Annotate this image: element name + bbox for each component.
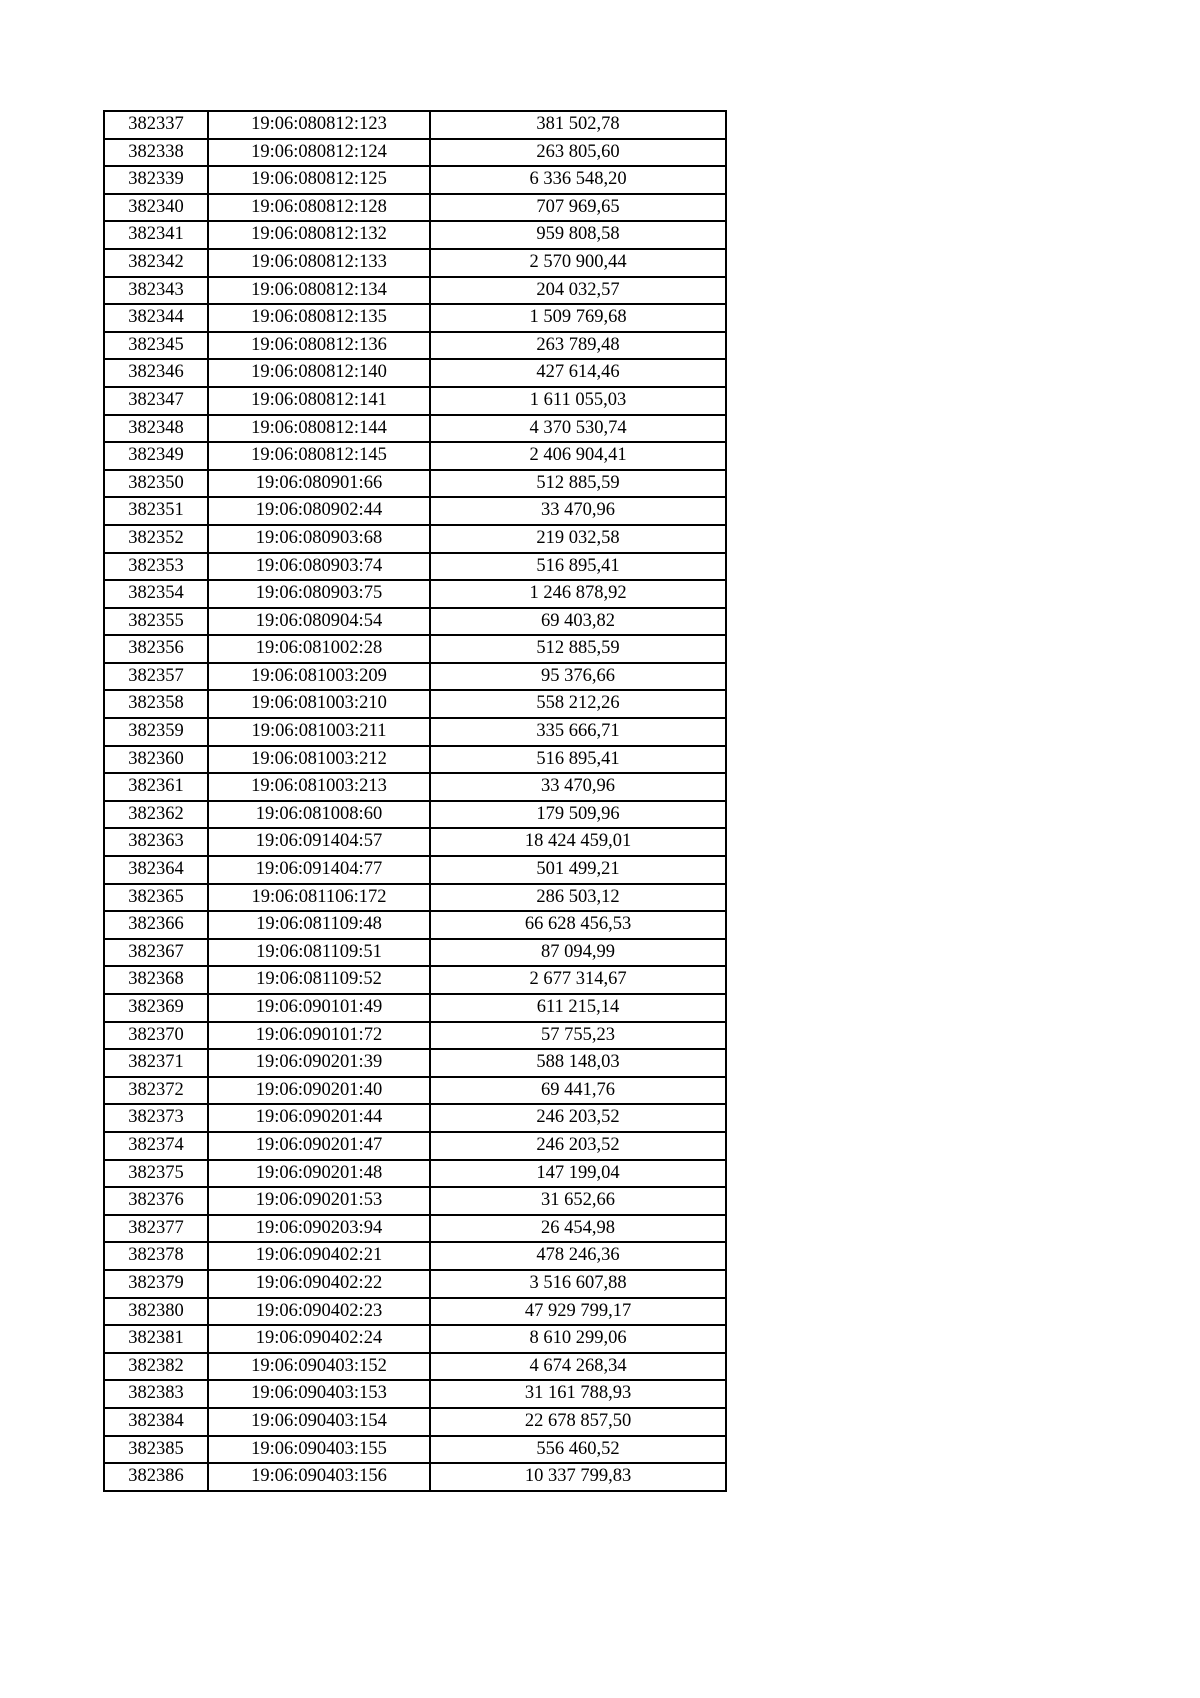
cadastral-number-cell: 19:06:090403:155 <box>208 1436 430 1464</box>
cadastral-number-cell: 19:06:080812:134 <box>208 277 430 305</box>
value-cell: 33 470,96 <box>430 497 726 525</box>
cadastral-number-cell: 19:06:081003:211 <box>208 718 430 746</box>
row-number-cell: 382363 <box>104 828 208 856</box>
table-row <box>104 166 726 194</box>
value-cell: 2 570 900,44 <box>430 249 726 277</box>
value-cell: 95 376,66 <box>430 663 726 691</box>
row-number-cell: 382375 <box>104 1160 208 1188</box>
cadastral-number-cell: 19:06:090402:22 <box>208 1270 430 1298</box>
row-number-cell: 382380 <box>104 1298 208 1326</box>
value-cell: 478 246,36 <box>430 1242 726 1270</box>
row-number-cell: 382371 <box>104 1049 208 1077</box>
cadastral-number-cell: 19:06:090203:94 <box>208 1215 430 1243</box>
value-cell: 707 969,65 <box>430 194 726 222</box>
value-cell: 204 032,57 <box>430 277 726 305</box>
value-cell: 263 789,48 <box>430 332 726 360</box>
cadastral-number-cell: 19:06:080812:133 <box>208 249 430 277</box>
row-number-cell: 382357 <box>104 663 208 691</box>
cadastral-number-cell: 19:06:081002:28 <box>208 635 430 663</box>
row-number-cell: 382373 <box>104 1104 208 1132</box>
table-row <box>104 1436 726 1464</box>
table-row <box>104 1049 726 1077</box>
table-row <box>104 966 726 994</box>
value-cell: 66 628 456,53 <box>430 911 726 939</box>
row-number-cell: 382379 <box>104 1270 208 1298</box>
value-cell: 516 895,41 <box>430 746 726 774</box>
value-cell: 2 406 904,41 <box>430 442 726 470</box>
cadastral-number-cell: 19:06:090201:47 <box>208 1132 430 1160</box>
row-number-cell: 382347 <box>104 387 208 415</box>
row-number-cell: 382376 <box>104 1187 208 1215</box>
cadastral-number-cell: 19:06:080812:132 <box>208 221 430 249</box>
value-cell: 33 470,96 <box>430 773 726 801</box>
row-number-cell: 382351 <box>104 497 208 525</box>
row-number-cell: 382360 <box>104 746 208 774</box>
row-number-cell: 382340 <box>104 194 208 222</box>
row-number-cell: 382339 <box>104 166 208 194</box>
cadastral-number-cell: 19:06:080902:44 <box>208 497 430 525</box>
table-row <box>104 1408 726 1436</box>
row-number-cell: 382346 <box>104 359 208 387</box>
table-row <box>104 1298 726 1326</box>
table-row <box>104 332 726 360</box>
cadastral-number-cell: 19:06:090201:40 <box>208 1077 430 1105</box>
cadastral-number-cell: 19:06:090201:53 <box>208 1187 430 1215</box>
row-number-cell: 382337 <box>104 111 208 139</box>
value-cell: 1 246 878,92 <box>430 580 726 608</box>
table-row <box>104 801 726 829</box>
cadastral-number-cell: 19:06:081106:172 <box>208 884 430 912</box>
row-number-cell: 382367 <box>104 939 208 967</box>
cadastral-number-cell: 19:06:080812:135 <box>208 304 430 332</box>
table-row <box>104 1463 726 1491</box>
cadastral-number-cell: 19:06:081003:213 <box>208 773 430 801</box>
value-cell: 335 666,71 <box>430 718 726 746</box>
cadastral-number-cell: 19:06:090403:152 <box>208 1353 430 1381</box>
cadastral-number-cell: 19:06:080903:75 <box>208 580 430 608</box>
table-body <box>104 111 726 1491</box>
value-cell: 69 403,82 <box>430 608 726 636</box>
cadastral-number-cell: 19:06:090402:21 <box>208 1242 430 1270</box>
table-row <box>104 856 726 884</box>
table-row <box>104 746 726 774</box>
value-cell: 246 203,52 <box>430 1104 726 1132</box>
table-row <box>104 111 726 139</box>
value-cell: 501 499,21 <box>430 856 726 884</box>
value-cell: 31 161 788,93 <box>430 1380 726 1408</box>
table-row <box>104 635 726 663</box>
value-cell: 219 032,58 <box>430 525 726 553</box>
value-cell: 31 652,66 <box>430 1187 726 1215</box>
row-number-cell: 382370 <box>104 1022 208 1050</box>
value-cell: 556 460,52 <box>430 1436 726 1464</box>
cadastral-number-cell: 19:06:080812:128 <box>208 194 430 222</box>
table-row <box>104 1160 726 1188</box>
table-row <box>104 994 726 1022</box>
table-row <box>104 249 726 277</box>
cadastral-number-cell: 19:06:090101:49 <box>208 994 430 1022</box>
value-cell: 286 503,12 <box>430 884 726 912</box>
cadastral-number-cell: 19:06:080901:66 <box>208 470 430 498</box>
value-cell: 147 199,04 <box>430 1160 726 1188</box>
table-row <box>104 580 726 608</box>
row-number-cell: 382364 <box>104 856 208 884</box>
row-number-cell: 382372 <box>104 1077 208 1105</box>
cadastral-number-cell: 19:06:081003:212 <box>208 746 430 774</box>
cadastral-number-cell: 19:06:080812:124 <box>208 139 430 167</box>
value-cell: 18 424 459,01 <box>430 828 726 856</box>
cadastral-number-cell: 19:06:090402:24 <box>208 1325 430 1353</box>
row-number-cell: 382378 <box>104 1242 208 1270</box>
row-number-cell: 382345 <box>104 332 208 360</box>
table-row <box>104 221 726 249</box>
value-cell: 2 677 314,67 <box>430 966 726 994</box>
cadastral-number-cell: 19:06:090201:48 <box>208 1160 430 1188</box>
row-number-cell: 382383 <box>104 1380 208 1408</box>
row-number-cell: 382377 <box>104 1215 208 1243</box>
row-number-cell: 382343 <box>104 277 208 305</box>
table-row <box>104 194 726 222</box>
table-row <box>104 470 726 498</box>
cadastral-number-cell: 19:06:080812:125 <box>208 166 430 194</box>
row-number-cell: 382359 <box>104 718 208 746</box>
row-number-cell: 382344 <box>104 304 208 332</box>
cadastral-number-cell: 19:06:081109:51 <box>208 939 430 967</box>
value-cell: 4 370 530,74 <box>430 415 726 443</box>
cadastral-value-table <box>103 110 727 1492</box>
value-cell: 1 611 055,03 <box>430 387 726 415</box>
row-number-cell: 382355 <box>104 608 208 636</box>
value-cell: 381 502,78 <box>430 111 726 139</box>
row-number-cell: 382366 <box>104 911 208 939</box>
row-number-cell: 382341 <box>104 221 208 249</box>
row-number-cell: 382384 <box>104 1408 208 1436</box>
cadastral-number-cell: 19:06:081109:48 <box>208 911 430 939</box>
cadastral-number-cell: 19:06:080812:140 <box>208 359 430 387</box>
row-number-cell: 382368 <box>104 966 208 994</box>
cadastral-number-cell: 19:06:080812:145 <box>208 442 430 470</box>
value-cell: 10 337 799,83 <box>430 1463 726 1491</box>
value-cell: 22 678 857,50 <box>430 1408 726 1436</box>
value-cell: 47 929 799,17 <box>430 1298 726 1326</box>
value-cell: 246 203,52 <box>430 1132 726 1160</box>
value-cell: 512 885,59 <box>430 470 726 498</box>
cadastral-number-cell: 19:06:081003:210 <box>208 690 430 718</box>
table-row <box>104 1215 726 1243</box>
value-cell: 558 212,26 <box>430 690 726 718</box>
table-row <box>104 1325 726 1353</box>
value-cell: 87 094,99 <box>430 939 726 967</box>
value-cell: 26 454,98 <box>430 1215 726 1243</box>
row-number-cell: 382348 <box>104 415 208 443</box>
table-row <box>104 442 726 470</box>
table-row <box>104 387 726 415</box>
row-number-cell: 382362 <box>104 801 208 829</box>
value-cell: 69 441,76 <box>430 1077 726 1105</box>
row-number-cell: 382358 <box>104 690 208 718</box>
row-number-cell: 382361 <box>104 773 208 801</box>
cadastral-number-cell: 19:06:080812:141 <box>208 387 430 415</box>
value-cell: 179 509,96 <box>430 801 726 829</box>
row-number-cell: 382350 <box>104 470 208 498</box>
cadastral-number-cell: 19:06:090403:156 <box>208 1463 430 1491</box>
table-row <box>104 718 726 746</box>
value-cell: 512 885,59 <box>430 635 726 663</box>
cadastral-number-cell: 19:06:090101:72 <box>208 1022 430 1050</box>
cadastral-number-cell: 19:06:081003:209 <box>208 663 430 691</box>
table-row <box>104 553 726 581</box>
value-cell: 588 148,03 <box>430 1049 726 1077</box>
row-number-cell: 382386 <box>104 1463 208 1491</box>
value-cell: 1 509 769,68 <box>430 304 726 332</box>
value-cell: 516 895,41 <box>430 553 726 581</box>
table-row <box>104 939 726 967</box>
table-row <box>104 1022 726 1050</box>
cadastral-number-cell: 19:06:091404:77 <box>208 856 430 884</box>
table-row <box>104 773 726 801</box>
value-cell: 8 610 299,06 <box>430 1325 726 1353</box>
cadastral-number-cell: 19:06:090201:44 <box>208 1104 430 1132</box>
table-row <box>104 1270 726 1298</box>
table-row <box>104 911 726 939</box>
cadastral-number-cell: 19:06:081109:52 <box>208 966 430 994</box>
cadastral-number-cell: 19:06:090403:153 <box>208 1380 430 1408</box>
cadastral-number-cell: 19:06:090201:39 <box>208 1049 430 1077</box>
row-number-cell: 382349 <box>104 442 208 470</box>
value-cell: 263 805,60 <box>430 139 726 167</box>
row-number-cell: 382342 <box>104 249 208 277</box>
cadastral-number-cell: 19:06:080903:74 <box>208 553 430 581</box>
table-row <box>104 1380 726 1408</box>
row-number-cell: 382385 <box>104 1436 208 1464</box>
value-cell: 959 808,58 <box>430 221 726 249</box>
row-number-cell: 382352 <box>104 525 208 553</box>
cadastral-number-cell: 19:06:081008:60 <box>208 801 430 829</box>
value-cell: 57 755,23 <box>430 1022 726 1050</box>
table-row <box>104 277 726 305</box>
table-row <box>104 828 726 856</box>
row-number-cell: 382382 <box>104 1353 208 1381</box>
cadastral-number-cell: 19:06:080812:144 <box>208 415 430 443</box>
table-row <box>104 1242 726 1270</box>
row-number-cell: 382338 <box>104 139 208 167</box>
table-row <box>104 415 726 443</box>
table-row <box>104 359 726 387</box>
table-row <box>104 884 726 912</box>
table-row <box>104 663 726 691</box>
table-row <box>104 608 726 636</box>
cadastral-number-cell: 19:06:090403:154 <box>208 1408 430 1436</box>
cadastral-number-cell: 19:06:090402:23 <box>208 1298 430 1326</box>
row-number-cell: 382353 <box>104 553 208 581</box>
row-number-cell: 382365 <box>104 884 208 912</box>
row-number-cell: 382374 <box>104 1132 208 1160</box>
cadastral-number-cell: 19:06:080812:136 <box>208 332 430 360</box>
table-row <box>104 304 726 332</box>
value-cell: 611 215,14 <box>430 994 726 1022</box>
value-cell: 4 674 268,34 <box>430 1353 726 1381</box>
row-number-cell: 382369 <box>104 994 208 1022</box>
row-number-cell: 382381 <box>104 1325 208 1353</box>
row-number-cell: 382356 <box>104 635 208 663</box>
cadastral-number-cell: 19:06:080812:123 <box>208 111 430 139</box>
table-row <box>104 1187 726 1215</box>
table-row <box>104 1353 726 1381</box>
table-row <box>104 1104 726 1132</box>
value-cell: 6 336 548,20 <box>430 166 726 194</box>
table-row <box>104 1077 726 1105</box>
value-cell: 427 614,46 <box>430 359 726 387</box>
cadastral-number-cell: 19:06:080903:68 <box>208 525 430 553</box>
table-row <box>104 1132 726 1160</box>
table-row <box>104 525 726 553</box>
table-row <box>104 690 726 718</box>
cadastral-number-cell: 19:06:080904:54 <box>208 608 430 636</box>
row-number-cell: 382354 <box>104 580 208 608</box>
table-row <box>104 139 726 167</box>
table-row <box>104 497 726 525</box>
cadastral-number-cell: 19:06:091404:57 <box>208 828 430 856</box>
value-cell: 3 516 607,88 <box>430 1270 726 1298</box>
